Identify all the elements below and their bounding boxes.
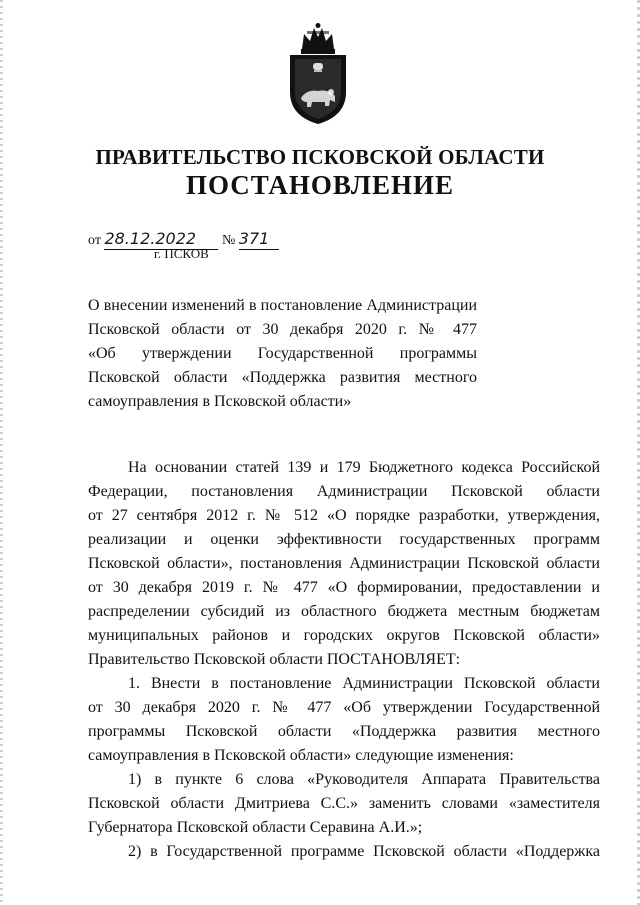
body-line: 1) в пункте 6 слова «Руководителя Аппарата Правительства xyxy=(128,771,600,788)
body-line: муниципальных районов и городских округов Псковской области» xyxy=(88,627,600,644)
heading-line: О внесении изменений в постановление Администрации xyxy=(88,297,477,314)
heading-line: Псковской области «Поддержка развития местного xyxy=(88,369,477,386)
resolution-body xyxy=(88,456,600,864)
date-prefix: от xyxy=(88,233,101,248)
organization-title: ПРАВИТЕЛЬСТВО ПСКОВСКОЙ ОБЛАСТИ xyxy=(95,145,545,169)
body-line: Псковской области», постановления Администрации Псковской области xyxy=(88,555,600,572)
body-line: Псковской области Дмитриева С.С.» заменить словами «заместителя xyxy=(88,795,600,812)
body-line: программы Псковской области «Поддержка развития местного xyxy=(88,723,600,740)
body-line: реализации и оценки эффективности государственных программ xyxy=(88,531,600,548)
body-line: распределении субсидий из областного бюджета местным бюджетам xyxy=(88,603,600,620)
body-line: Губернатора Псковской области Серавина А.И.»; xyxy=(88,819,423,836)
date-value: 28.12.2022 xyxy=(104,229,197,248)
heading-line: самоуправления в Псковской области» xyxy=(88,393,352,410)
heading-line: Псковской области от 30 декабря 2020 г. № 477 xyxy=(88,321,477,338)
body-line: от 30 декабря 2019 г. № 477 «О формировании, предоставлении и xyxy=(88,579,600,596)
body-line: 2) в Государственной программе Псковской области «Поддержка xyxy=(128,843,600,860)
body-line: На основании статей 139 и 179 Бюджетного кодекса Российской xyxy=(128,459,600,476)
body-line: от 30 декабря 2020 г. № 477 «Об утверждении Государственной xyxy=(88,699,600,716)
document-type-title: ПОСТАНОВЛЕНИЕ xyxy=(185,170,455,200)
number-field xyxy=(239,229,279,250)
pskov-coat-of-arms-icon xyxy=(285,22,351,126)
resolution-heading xyxy=(88,294,477,414)
number-prefix: № xyxy=(221,233,236,248)
city-label: г. ПСКОВ xyxy=(154,246,209,261)
number-value: 371 xyxy=(238,229,270,248)
body-line: Федерации, постановления Администрации Псковской области xyxy=(88,483,600,500)
body-line: Правительство Псковской области ПОСТАНОВЛЯЕТ: xyxy=(88,651,461,668)
body-line: самоуправления в Псковской области» следующие изменения: xyxy=(88,747,514,764)
body-line: от 27 сентября 2012 г. № 512 «О порядке разработки, утверждения, xyxy=(88,507,600,524)
scan-edge-left xyxy=(0,0,3,905)
body-line: 1. Внести в постановление Администрации Псковской области xyxy=(128,675,600,692)
heading-line: «Об утверждении Государственной программы xyxy=(88,345,477,362)
